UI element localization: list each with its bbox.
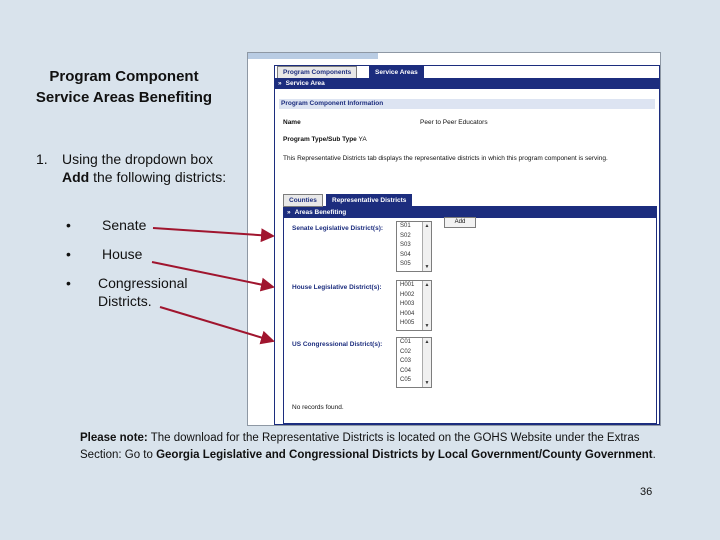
list-option[interactable]: S02 [400,232,411,239]
note-label: Please note: [80,432,148,444]
scroll-up-icon[interactable]: ▲ [424,282,430,288]
note-end: . [652,449,656,461]
type-label: Program Type/Sub Type [283,136,357,143]
list-option[interactable]: S05 [400,261,411,267]
slide-title-line2: Service Areas Benefiting [35,89,213,106]
scroll-down-icon[interactable]: ▼ [424,380,430,386]
list-option[interactable]: S03 [400,242,411,248]
list-option[interactable]: C05 [400,377,412,383]
description-text: This Representative Districts tab displays the representative districts in which this program component is serving. [283,155,608,162]
list-option[interactable]: H005 [400,320,415,326]
list-option[interactable]: C02 [400,348,412,355]
bullet-label: Senate [102,217,147,233]
note-bold-link: Georgia Legislative and Congressional Districts by Local Government/County Government [156,449,653,461]
arrow-house [152,262,273,287]
house-label: House Legislative District(s): [292,284,382,291]
scroll-up-icon[interactable]: ▲ [424,339,430,345]
list-option[interactable]: C04 [400,367,412,374]
scroll-down-icon[interactable]: ▼ [424,264,430,270]
bullet-label: Congressional [98,275,188,291]
list-option[interactable]: H002 [400,291,415,298]
bullet-dot: • [66,275,71,291]
bullet-dot: • [66,246,71,262]
bullet-label: House [102,246,143,262]
list-option[interactable]: H004 [400,310,415,317]
no-records-text: No records found. [292,404,344,411]
list-option[interactable]: H001 [400,282,415,288]
bullet-dot: • [66,217,71,233]
step-text-end: the following districts: [89,169,227,185]
add-button[interactable]: Add [444,217,476,228]
scroll-down-icon[interactable]: ▼ [424,323,430,329]
list-option[interactable]: C03 [400,358,412,364]
arrow-senate [153,228,273,236]
chevron-right-icon: » [287,209,291,216]
service-area-title: Service Area [285,80,325,87]
step-text-start: Using the dropdown box [62,151,213,167]
page-number: 36 [640,486,653,498]
areas-benefiting-title: Areas Benefiting [294,209,347,216]
name-value: Peer to Peer Educators [420,119,488,126]
step-number: 1. [36,151,48,167]
type-value: YA [358,136,367,143]
list-option[interactable]: S01 [400,223,411,229]
tab-program-components[interactable]: Program Components [277,66,357,79]
name-label: Name [283,119,301,126]
list-option[interactable]: C01 [400,339,412,345]
tab-service-areas[interactable]: Service Areas [369,66,424,79]
section-title: Program Component Information [279,99,655,109]
list-option[interactable]: H003 [400,301,415,307]
bullet-label-cont: Districts. [98,293,152,309]
step-text-bold: Add [62,169,90,185]
scroll-up-icon[interactable]: ▲ [424,223,430,229]
senate-label: Senate Legislative District(s): [292,225,384,232]
list-option[interactable]: S04 [400,251,411,258]
arrow-congress [160,307,273,341]
tab-representative-districts[interactable]: Representative Districts [326,194,412,207]
chevron-right-icon: » [278,80,282,87]
tab-counties[interactable]: Counties [283,194,323,207]
slide-title-line1: Program Component [49,68,199,85]
congress-label: US Congressional District(s): [292,341,383,348]
note-paragraph [80,430,680,464]
note-text: The download for the Representative Districts is located on the GOHS Website under the Extras Section: Go to [80,432,640,461]
